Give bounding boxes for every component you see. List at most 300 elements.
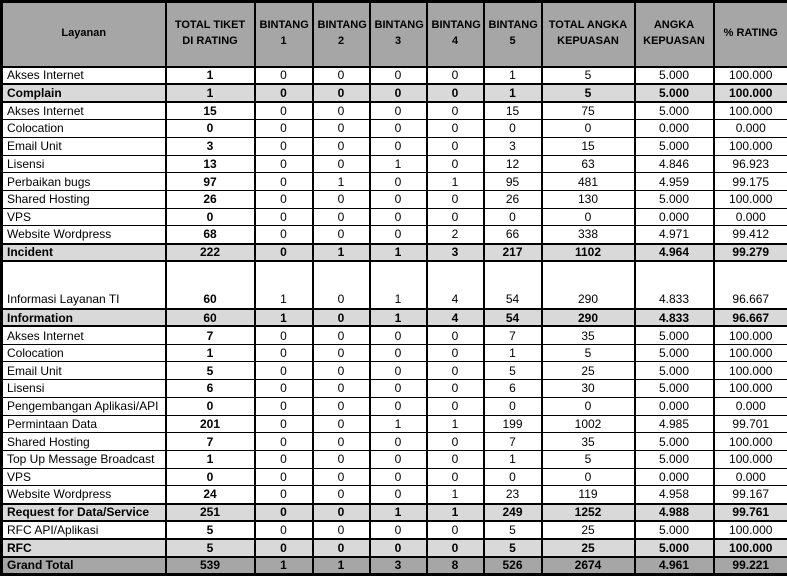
value-cell[interactable]: 0 <box>542 397 635 415</box>
service-name-cell[interactable]: VPS <box>2 208 166 226</box>
value-cell[interactable]: 0 <box>313 120 370 138</box>
value-cell[interactable]: 100.000 <box>714 84 787 102</box>
value-cell[interactable]: 0 <box>370 173 427 191</box>
service-name-cell[interactable]: Permintaan Data <box>2 415 166 433</box>
table-body <box>2 67 787 575</box>
value-cell[interactable]: 0 <box>427 380 484 398</box>
value-cell[interactable]: 30 <box>542 380 635 398</box>
value-cell[interactable]: 5 <box>542 67 635 85</box>
value-cell[interactable]: 99.175 <box>714 173 787 191</box>
value-cell[interactable]: 0.000 <box>635 120 714 138</box>
value-cell[interactable]: 0 <box>427 137 484 155</box>
value-cell[interactable]: 5 <box>484 521 542 539</box>
value-cell[interactable]: 0 <box>427 450 484 468</box>
value-cell[interactable]: 0 <box>255 120 313 138</box>
column-header-7[interactable]: TOTAL ANGKA KEPUASAN <box>542 2 635 67</box>
service-name-cell[interactable]: Informasi Layanan TI <box>2 261 166 309</box>
value-cell[interactable]: 0 <box>370 397 427 415</box>
value-cell[interactable]: 4.971 <box>635 226 714 244</box>
value-cell[interactable]: 100.000 <box>714 450 787 468</box>
value-cell[interactable]: 5.000 <box>635 137 714 155</box>
value-cell[interactable]: 0 <box>427 433 484 451</box>
value-cell[interactable]: 1 <box>255 557 313 575</box>
value-cell[interactable]: 0.000 <box>714 468 787 486</box>
table-row <box>2 67 787 85</box>
value-cell[interactable]: 0 <box>255 226 313 244</box>
value-cell[interactable]: 100.000 <box>714 190 787 208</box>
value-cell[interactable]: 0 <box>166 120 255 138</box>
value-cell[interactable]: 0 <box>166 468 255 486</box>
value-cell[interactable]: 119 <box>542 486 635 504</box>
value-cell[interactable]: 1 <box>427 504 484 522</box>
value-cell[interactable]: 0 <box>427 102 484 120</box>
value-cell[interactable]: 0 <box>427 208 484 226</box>
table-row <box>2 326 787 344</box>
value-cell[interactable]: 5.000 <box>635 362 714 380</box>
table-row <box>2 362 787 380</box>
value-cell[interactable]: 75 <box>542 102 635 120</box>
value-cell[interactable]: 0 <box>313 67 370 85</box>
value-cell[interactable]: 0 <box>255 415 313 433</box>
value-cell[interactable]: 0 <box>370 326 427 344</box>
value-cell[interactable]: 1 <box>166 450 255 468</box>
value-cell[interactable]: 7 <box>166 433 255 451</box>
value-cell[interactable]: 1 <box>370 415 427 433</box>
value-cell[interactable]: 6 <box>166 380 255 398</box>
value-cell[interactable]: 5.000 <box>635 380 714 398</box>
value-cell[interactable]: 0 <box>313 380 370 398</box>
service-name-cell[interactable]: Perbaikan bugs <box>2 173 166 191</box>
table-row <box>2 344 787 362</box>
value-cell[interactable]: 0 <box>255 468 313 486</box>
value-cell[interactable]: 99.761 <box>714 504 787 522</box>
value-cell[interactable]: 0 <box>313 190 370 208</box>
value-cell[interactable]: 0 <box>484 208 542 226</box>
value-cell[interactable]: 0 <box>427 67 484 85</box>
value-cell[interactable]: 0 <box>313 344 370 362</box>
value-cell[interactable]: 0 <box>370 208 427 226</box>
value-cell[interactable]: 25 <box>542 362 635 380</box>
value-cell[interactable]: 4.846 <box>635 155 714 173</box>
value-cell[interactable]: 0 <box>313 397 370 415</box>
value-cell[interactable]: 54 <box>484 309 542 327</box>
value-cell[interactable]: 24 <box>166 486 255 504</box>
service-name-cell[interactable]: Top Up Message Broadcast <box>2 450 166 468</box>
value-cell[interactable]: 0 <box>313 155 370 173</box>
service-name-cell[interactable]: Colocation <box>2 344 166 362</box>
value-cell[interactable]: 0 <box>370 380 427 398</box>
value-cell[interactable]: 217 <box>484 244 542 262</box>
table-row <box>2 433 787 451</box>
value-cell[interactable]: 5 <box>542 84 635 102</box>
service-name-cell[interactable]: Akses Internet <box>2 67 166 85</box>
column-header-3[interactable]: BINTANG 2 <box>313 2 370 67</box>
value-cell[interactable]: 5.000 <box>635 521 714 539</box>
column-header-6[interactable]: BINTANG 5 <box>484 2 542 67</box>
value-cell[interactable]: 0 <box>370 362 427 380</box>
value-cell[interactable]: 0 <box>427 362 484 380</box>
column-header-2[interactable]: BINTANG 1 <box>255 2 313 67</box>
value-cell[interactable]: 0.000 <box>714 208 787 226</box>
value-cell[interactable]: 99.221 <box>714 557 787 575</box>
value-cell[interactable]: 0 <box>255 137 313 155</box>
value-cell[interactable]: 0 <box>255 244 313 262</box>
value-cell[interactable]: 8 <box>427 557 484 575</box>
service-name-cell[interactable]: Incident <box>2 244 166 262</box>
value-cell[interactable]: 0 <box>427 344 484 362</box>
value-cell[interactable]: 25 <box>542 539 635 557</box>
table-row <box>2 380 787 398</box>
value-cell[interactable]: 1 <box>370 261 427 309</box>
value-cell[interactable]: 15 <box>484 102 542 120</box>
value-cell[interactable]: 100.000 <box>714 137 787 155</box>
value-cell[interactable]: 0 <box>370 137 427 155</box>
service-name-cell[interactable]: Lisensi <box>2 155 166 173</box>
value-cell[interactable]: 3 <box>166 137 255 155</box>
value-cell[interactable]: 0 <box>370 521 427 539</box>
value-cell[interactable]: 100.000 <box>714 326 787 344</box>
value-cell[interactable]: 1 <box>255 309 313 327</box>
value-cell[interactable]: 96.667 <box>714 309 787 327</box>
value-cell[interactable]: 0 <box>370 226 427 244</box>
service-name-cell[interactable]: Akses Internet <box>2 326 166 344</box>
value-cell[interactable]: 1 <box>484 84 542 102</box>
service-name-cell[interactable]: Information <box>2 309 166 327</box>
table-row <box>2 261 787 309</box>
value-cell[interactable]: 6 <box>484 380 542 398</box>
service-name-cell[interactable]: VPS <box>2 468 166 486</box>
value-cell[interactable]: 99.279 <box>714 244 787 262</box>
value-cell[interactable]: 25 <box>542 521 635 539</box>
value-cell[interactable]: 0 <box>427 397 484 415</box>
value-cell[interactable]: 0 <box>255 539 313 557</box>
value-cell[interactable]: 0 <box>313 539 370 557</box>
service-name-cell[interactable]: Website Wordpress <box>2 486 166 504</box>
value-cell[interactable]: 0 <box>542 120 635 138</box>
value-cell[interactable]: 12 <box>484 155 542 173</box>
table-row-subtotal <box>2 244 787 262</box>
value-cell[interactable]: 0 <box>313 486 370 504</box>
value-cell[interactable]: 0 <box>313 450 370 468</box>
service-name-cell[interactable]: Pengembangan Aplikasi/API <box>2 397 166 415</box>
value-cell[interactable]: 0 <box>370 190 427 208</box>
value-cell[interactable]: 5.000 <box>635 326 714 344</box>
value-cell[interactable]: 1 <box>484 67 542 85</box>
table-row-grandtotal <box>2 557 787 575</box>
value-cell[interactable]: 2674 <box>542 557 635 575</box>
table-row-subtotal <box>2 539 787 557</box>
column-header-0[interactable]: Layanan <box>2 2 166 67</box>
value-cell[interactable]: 4.985 <box>635 415 714 433</box>
value-cell[interactable]: 0 <box>313 433 370 451</box>
value-cell[interactable]: 0 <box>370 102 427 120</box>
value-cell[interactable]: 0 <box>370 84 427 102</box>
value-cell[interactable]: 0 <box>255 67 313 85</box>
value-cell[interactable]: 5 <box>484 539 542 557</box>
value-cell[interactable]: 338 <box>542 226 635 244</box>
value-cell[interactable]: 100.000 <box>714 539 787 557</box>
value-cell[interactable]: 100.000 <box>714 102 787 120</box>
value-cell[interactable]: 5.000 <box>635 102 714 120</box>
service-name-cell[interactable]: Akses Internet <box>2 102 166 120</box>
value-cell[interactable]: 100.000 <box>714 362 787 380</box>
value-cell[interactable]: 251 <box>166 504 255 522</box>
service-name-cell[interactable]: Email Unit <box>2 137 166 155</box>
value-cell[interactable]: 0 <box>427 84 484 102</box>
value-cell[interactable]: 60 <box>166 309 255 327</box>
service-name-cell[interactable]: Email Unit <box>2 362 166 380</box>
value-cell[interactable]: 0 <box>370 344 427 362</box>
value-cell[interactable]: 0 <box>427 120 484 138</box>
value-cell[interactable]: 5 <box>542 450 635 468</box>
value-cell[interactable]: 201 <box>166 415 255 433</box>
value-cell[interactable]: 0 <box>255 344 313 362</box>
value-cell[interactable]: 0 <box>313 521 370 539</box>
value-cell[interactable]: 4.988 <box>635 504 714 522</box>
service-name-cell[interactable]: Complain <box>2 84 166 102</box>
value-cell[interactable]: 0 <box>427 155 484 173</box>
value-cell[interactable]: 1 <box>313 244 370 262</box>
table-row <box>2 486 787 504</box>
value-cell[interactable]: 100.000 <box>714 521 787 539</box>
value-cell[interactable]: 5.000 <box>635 190 714 208</box>
value-cell[interactable]: 0 <box>313 208 370 226</box>
value-cell[interactable]: 0 <box>484 468 542 486</box>
value-cell[interactable]: 1 <box>370 504 427 522</box>
value-cell[interactable]: 100.000 <box>714 344 787 362</box>
table-row-subtotal <box>2 309 787 327</box>
value-cell[interactable]: 4 <box>427 309 484 327</box>
value-cell[interactable]: 0 <box>166 208 255 226</box>
column-header-5[interactable]: BINTANG 4 <box>427 2 484 67</box>
service-name-cell[interactable]: Shared Hosting <box>2 190 166 208</box>
value-cell[interactable]: 290 <box>542 309 635 327</box>
table-row <box>2 137 787 155</box>
value-cell[interactable]: 0 <box>313 415 370 433</box>
value-cell[interactable]: 526 <box>484 557 542 575</box>
value-cell[interactable]: 3 <box>484 137 542 155</box>
value-cell[interactable]: 7 <box>166 326 255 344</box>
value-cell[interactable]: 1 <box>166 344 255 362</box>
value-cell[interactable]: 63 <box>542 155 635 173</box>
value-cell[interactable]: 5 <box>542 344 635 362</box>
value-cell[interactable]: 4.958 <box>635 486 714 504</box>
value-cell[interactable]: 0 <box>166 397 255 415</box>
value-cell[interactable]: 0 <box>255 190 313 208</box>
value-cell[interactable]: 3 <box>427 244 484 262</box>
value-cell[interactable]: 35 <box>542 326 635 344</box>
value-cell[interactable]: 2 <box>427 226 484 244</box>
value-cell[interactable]: 26 <box>166 190 255 208</box>
value-cell[interactable]: 15 <box>166 102 255 120</box>
value-cell[interactable]: 0 <box>255 380 313 398</box>
column-header-8[interactable]: ANGKA KEPUASAN <box>635 2 714 67</box>
value-cell[interactable]: 1002 <box>542 415 635 433</box>
value-cell[interactable]: 26 <box>484 190 542 208</box>
value-cell[interactable]: 0.000 <box>635 208 714 226</box>
value-cell[interactable]: 0 <box>370 539 427 557</box>
value-cell[interactable]: 4 <box>427 261 484 309</box>
value-cell[interactable]: 0 <box>313 362 370 380</box>
value-cell[interactable]: 60 <box>166 261 255 309</box>
value-cell[interactable]: 0 <box>370 120 427 138</box>
value-cell[interactable]: 1 <box>166 67 255 85</box>
value-cell[interactable]: 5.000 <box>635 450 714 468</box>
value-cell[interactable]: 0 <box>313 468 370 486</box>
service-name-cell[interactable]: Request for Data/Service <box>2 504 166 522</box>
value-cell[interactable]: 0.000 <box>635 397 714 415</box>
table-row <box>2 450 787 468</box>
value-cell[interactable]: 96.923 <box>714 155 787 173</box>
value-cell[interactable]: 0 <box>313 326 370 344</box>
service-name-cell[interactable]: Shared Hosting <box>2 433 166 451</box>
value-cell[interactable]: 5 <box>166 362 255 380</box>
value-cell[interactable]: 0 <box>313 137 370 155</box>
value-cell[interactable]: 1 <box>313 173 370 191</box>
value-cell[interactable]: 0 <box>255 504 313 522</box>
table-row <box>2 415 787 433</box>
value-cell[interactable]: 0 <box>255 433 313 451</box>
column-header-1[interactable]: TOTAL TIKET DI RATING <box>166 2 255 67</box>
value-cell[interactable]: 0 <box>255 155 313 173</box>
value-cell[interactable]: 5 <box>166 539 255 557</box>
value-cell[interactable]: 0 <box>255 450 313 468</box>
value-cell[interactable]: 0 <box>542 468 635 486</box>
value-cell[interactable]: 0.000 <box>714 120 787 138</box>
value-cell[interactable]: 0 <box>427 326 484 344</box>
value-cell[interactable]: 0 <box>255 208 313 226</box>
value-cell[interactable]: 1 <box>313 557 370 575</box>
value-cell[interactable]: 0 <box>427 190 484 208</box>
value-cell[interactable]: 1 <box>166 84 255 102</box>
value-cell[interactable]: 0.000 <box>635 468 714 486</box>
value-cell[interactable]: 0 <box>542 208 635 226</box>
column-header-9[interactable]: % RATING <box>714 2 787 67</box>
value-cell[interactable]: 0 <box>370 67 427 85</box>
value-cell[interactable]: 0 <box>427 468 484 486</box>
value-cell[interactable]: 100.000 <box>714 67 787 85</box>
value-cell[interactable]: 15 <box>542 137 635 155</box>
value-cell[interactable]: 4.959 <box>635 173 714 191</box>
value-cell[interactable]: 100.000 <box>714 433 787 451</box>
value-cell[interactable]: 290 <box>542 261 635 309</box>
value-cell[interactable]: 1 <box>427 173 484 191</box>
value-cell[interactable]: 68 <box>166 226 255 244</box>
column-header-4[interactable]: BINTANG 3 <box>370 2 427 67</box>
value-cell[interactable]: 0 <box>255 486 313 504</box>
value-cell[interactable]: 0 <box>255 326 313 344</box>
table-row-subtotal <box>2 84 787 102</box>
value-cell[interactable]: 5.000 <box>635 84 714 102</box>
value-cell[interactable]: 1 <box>255 261 313 309</box>
value-cell[interactable]: 23 <box>484 486 542 504</box>
value-cell[interactable]: 5.000 <box>635 433 714 451</box>
value-cell[interactable]: 0 <box>255 84 313 102</box>
value-cell[interactable]: 1252 <box>542 504 635 522</box>
value-cell[interactable]: 5.000 <box>635 67 714 85</box>
value-cell[interactable]: 3 <box>370 557 427 575</box>
value-cell[interactable]: 99.412 <box>714 226 787 244</box>
value-cell[interactable]: 4.964 <box>635 244 714 262</box>
service-name-cell[interactable]: RFC <box>2 539 166 557</box>
value-cell[interactable]: 4.833 <box>635 261 714 309</box>
value-cell[interactable]: 0 <box>255 397 313 415</box>
value-cell[interactable]: 0 <box>255 102 313 120</box>
value-cell[interactable]: 1 <box>484 344 542 362</box>
value-cell[interactable]: 0 <box>313 309 370 327</box>
service-name-cell[interactable]: RFC API/Aplikasi <box>2 521 166 539</box>
value-cell[interactable]: 100.000 <box>714 380 787 398</box>
value-cell[interactable]: 0 <box>255 362 313 380</box>
value-cell[interactable]: 0 <box>255 173 313 191</box>
service-name-cell[interactable]: Lisensi <box>2 380 166 398</box>
value-cell[interactable]: 1 <box>370 309 427 327</box>
table-row <box>2 226 787 244</box>
value-cell[interactable]: 7 <box>484 326 542 344</box>
value-cell[interactable]: 199 <box>484 415 542 433</box>
value-cell[interactable]: 222 <box>166 244 255 262</box>
value-cell[interactable]: 0 <box>370 468 427 486</box>
value-cell[interactable]: 130 <box>542 190 635 208</box>
value-cell[interactable]: 0.000 <box>714 397 787 415</box>
table-row <box>2 208 787 226</box>
value-cell[interactable]: 13 <box>166 155 255 173</box>
value-cell[interactable]: 0 <box>427 521 484 539</box>
value-cell[interactable]: 0 <box>313 504 370 522</box>
value-cell[interactable]: 1 <box>370 244 427 262</box>
service-name-cell[interactable]: Grand Total <box>2 557 166 575</box>
value-cell[interactable]: 0 <box>370 486 427 504</box>
value-cell[interactable]: 1 <box>370 155 427 173</box>
value-cell[interactable]: 99.167 <box>714 486 787 504</box>
value-cell[interactable]: 99.701 <box>714 415 787 433</box>
value-cell[interactable]: 0 <box>484 397 542 415</box>
service-name-cell[interactable]: Website Wordpress <box>2 226 166 244</box>
value-cell[interactable]: 96.667 <box>714 261 787 309</box>
value-cell[interactable]: 539 <box>166 557 255 575</box>
value-cell[interactable]: 95 <box>484 173 542 191</box>
value-cell[interactable]: 1 <box>484 450 542 468</box>
value-cell[interactable]: 0 <box>313 84 370 102</box>
value-cell[interactable]: 5 <box>484 362 542 380</box>
value-cell[interactable]: 35 <box>542 433 635 451</box>
value-cell[interactable]: 54 <box>484 261 542 309</box>
value-cell[interactable]: 0 <box>427 539 484 557</box>
value-cell[interactable]: 7 <box>484 433 542 451</box>
value-cell[interactable]: 5.000 <box>635 539 714 557</box>
value-cell[interactable]: 0 <box>313 102 370 120</box>
table-row <box>2 190 787 208</box>
value-cell[interactable]: 5.000 <box>635 344 714 362</box>
value-cell[interactable]: 66 <box>484 226 542 244</box>
value-cell[interactable]: 4.961 <box>635 557 714 575</box>
value-cell[interactable]: 0 <box>313 226 370 244</box>
value-cell[interactable]: 1102 <box>542 244 635 262</box>
value-cell[interactable]: 481 <box>542 173 635 191</box>
value-cell[interactable]: 0 <box>370 450 427 468</box>
value-cell[interactable]: 4.833 <box>635 309 714 327</box>
value-cell[interactable]: 0 <box>255 521 313 539</box>
value-cell[interactable]: 1 <box>427 486 484 504</box>
value-cell[interactable]: 0 <box>313 261 370 309</box>
value-cell[interactable]: 1 <box>427 415 484 433</box>
value-cell[interactable]: 0 <box>370 433 427 451</box>
value-cell[interactable]: 0 <box>484 120 542 138</box>
value-cell[interactable]: 249 <box>484 504 542 522</box>
value-cell[interactable]: 5 <box>166 521 255 539</box>
service-name-cell[interactable]: Colocation <box>2 120 166 138</box>
value-cell[interactable]: 97 <box>166 173 255 191</box>
